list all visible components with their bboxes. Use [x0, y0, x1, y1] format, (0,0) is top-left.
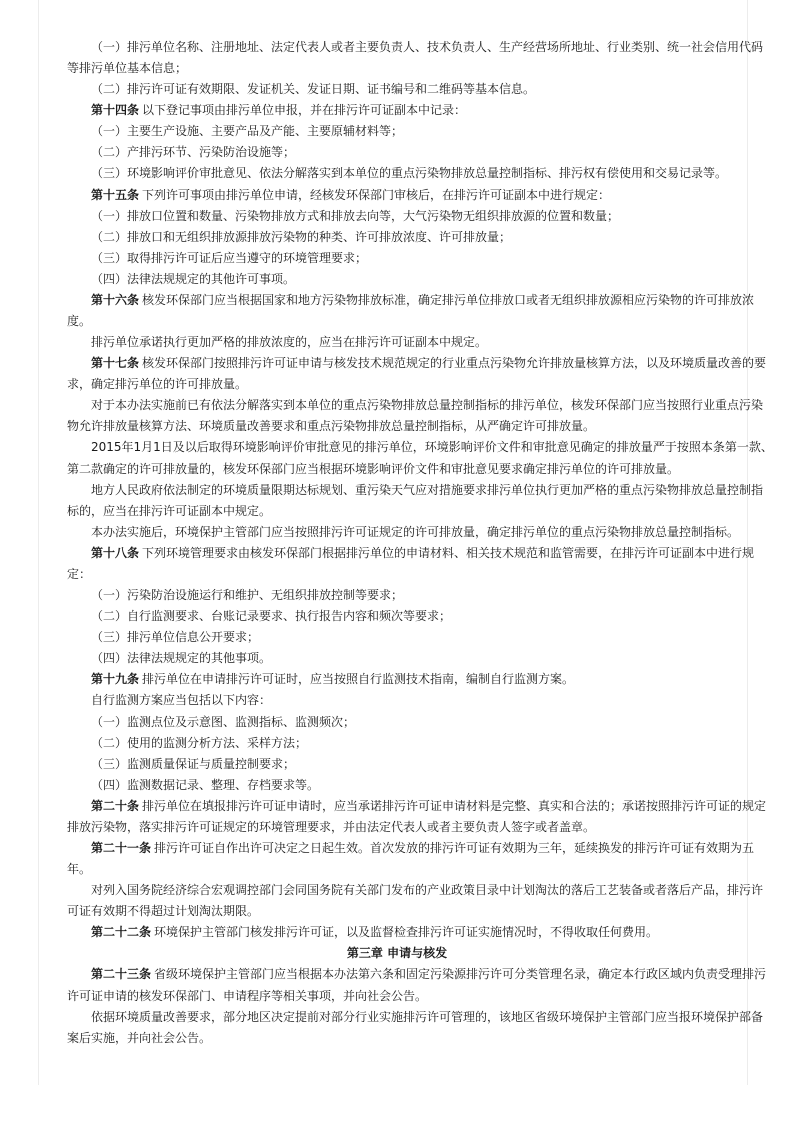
article-number: 第二十一条: [91, 840, 152, 855]
text-line: [67, 712, 727, 733]
line-text: 省级环境保护主管部门应当根据本办法第六条和固定污染源排污许可分类管理名录，确定本行政区域内负责受理排污: [154, 967, 767, 982]
paragraph: [67, 775, 727, 796]
paragraph: [67, 648, 727, 669]
text-line: [67, 859, 727, 880]
text-line: [67, 58, 727, 79]
text-line: [67, 817, 727, 838]
text-line: [67, 733, 727, 754]
text-line: [67, 922, 727, 943]
article-paragraph: [67, 185, 727, 206]
text-line: [67, 986, 727, 1007]
line-text: 排污单位在申请排污许可证时，应当按照自行监测技术指南，编制自行监测方案。: [142, 672, 575, 687]
text-line: [67, 37, 764, 58]
line-text: 下列许可事项由排污单位申请，经核发环保部门审核后，在排污许可证副本中进行规定：: [142, 187, 611, 202]
line-text: 自行监测方案应当包括以下内容：: [91, 693, 272, 708]
paragraph: [67, 606, 727, 627]
paragraph: [67, 227, 727, 248]
text-line: [67, 522, 740, 543]
text-line: [67, 775, 727, 796]
text-line: [67, 901, 727, 922]
text-line: [67, 185, 727, 206]
document-body: [67, 37, 773, 1049]
paragraph: [67, 733, 727, 754]
text-line: [67, 1007, 764, 1028]
line-text: 对列入国务院经济综合宏观调控部门会同国务院有关部门发布的产业政策目录中计划淘汰的落后工艺装备或者落后产品，排污许: [91, 883, 764, 898]
article-number: 第十六条: [91, 292, 140, 307]
paragraph: [67, 437, 773, 479]
text-line: [67, 796, 767, 817]
line-text: 等排污单位基本信息；: [67, 61, 188, 76]
paragraph: [67, 121, 727, 142]
paragraph: [67, 627, 727, 648]
line-text: 可证有效期不得超过计划淘汰期限。: [67, 904, 260, 919]
line-text: （三）环境影响评价审批意见、依法分解落实到本单位的重点污染物排放总量控制指标、排污权有偿使用和交易记录等。: [91, 166, 728, 181]
chapter-heading: 第三章 申请与核发: [346, 946, 448, 961]
article-paragraph: [67, 100, 727, 121]
paragraph: [67, 248, 727, 269]
line-text: 依据环境质量改善要求，部分地区决定提前对部分行业实施排污许可管理的，该地区省级环境保护主管部门应当报环境保护部备: [91, 1009, 764, 1024]
paragraph: [67, 880, 764, 922]
line-text: 排污单位在填报排污许可证申请时，应当承诺排污许可证申请材料是完整、真实和合法的；承诺按照排污许可证的规定: [142, 798, 767, 813]
line-text: 地方人民政府依法制定的环境质量限期达标规划、重污染天气应对措施要求排污单位执行更加严格的重点污染物排放总量控制指: [91, 482, 764, 497]
paragraph: [67, 712, 727, 733]
text-line: [67, 121, 727, 142]
article-paragraph: [67, 669, 727, 690]
text-line: [67, 648, 727, 669]
line-text: （四）监测数据记录、整理、存档要求等。: [91, 777, 320, 792]
line-text: （一）污染防治设施运行和维护、无组织排放控制等要求；: [91, 588, 404, 603]
text-line: [67, 690, 727, 711]
paragraph: [67, 395, 764, 437]
line-text: 度。: [67, 314, 92, 329]
text-line: [67, 395, 764, 416]
line-text: （四）法律法规规定的其他事项。: [91, 651, 272, 666]
text-line: [67, 838, 755, 859]
line-text: 物允许排放量核算方法、环境质量改善要求和重点污染物排放总量控制指标，从严确定许可排放量。: [67, 419, 596, 434]
text-line: [67, 543, 755, 564]
line-text: （二）自行监测要求、台账记录要求、执行报告内容和频次等要求；: [91, 609, 452, 624]
paragraph: [67, 480, 764, 522]
line-text: （四）法律法规规定的其他许可事项。: [91, 271, 296, 286]
text-line: [67, 206, 727, 227]
text-line: [67, 1028, 727, 1049]
article-paragraph: [67, 290, 755, 332]
article-number: 第十七条: [91, 356, 140, 371]
line-text: 许可证申请的核发环保部门、申请程序等相关事项，并向社会公告。: [67, 988, 428, 1003]
line-text: 以下登记事项由排污单位申报，并在排污许可证副本中记录：: [142, 103, 467, 118]
text-line: [67, 332, 727, 353]
line-text: 排污许可证自作出许可决定之日起生效。首次发放的排污许可证有效期为三年，延续换发的排污许可证有效期为五: [154, 840, 755, 855]
line-text: 2015年1月1日及以后取得环境影响评价审批意见的排污单位，环境影响评价文件和审批意见确定的排放量严于按照本条第一款、: [91, 440, 773, 455]
article-number: 第十四条: [91, 103, 140, 118]
article-number: 第二十二条: [91, 925, 152, 940]
text-line: [67, 964, 767, 985]
text-line: [67, 269, 727, 290]
article-paragraph: [67, 353, 767, 395]
line-text: 求，确定排污单位的许可排放量。: [67, 377, 248, 392]
line-text: （一）排污单位名称、注册地址、法定代表人或者主要负责人、技术负责人、生产经营场所地址、行业类别、统一社会信用代码: [91, 40, 764, 54]
text-line: [67, 248, 727, 269]
line-text: （二）产排污环节、污染防治设施等；: [91, 145, 296, 160]
document-page: [38, 0, 773, 1085]
line-text: （一）主要生产设施、主要产品及产能、主要原辅材料等；: [91, 124, 404, 139]
text-line: [67, 374, 727, 395]
text-line: [67, 669, 727, 690]
line-text: （二）排放口和无组织排放源排放污染物的种类、许可排放浓度、许可排放量；: [91, 229, 512, 244]
text-line: [67, 416, 727, 437]
text-line: [67, 754, 727, 775]
text-line: [67, 353, 767, 374]
text-line: [67, 880, 764, 901]
paragraph: [67, 269, 727, 290]
article-number: 第十五条: [91, 187, 140, 202]
text-line: [67, 564, 727, 585]
article-paragraph: [67, 922, 727, 943]
line-text: 案后实施，并向社会公告。: [67, 1030, 212, 1045]
text-line: [67, 227, 727, 248]
line-text: 对于本办法实施前已有依法分解落实到本单位的重点污染物排放总量控制指标的排污单位，核发环保部门应当按照行业重点污染: [91, 398, 764, 413]
text-line: [67, 627, 727, 648]
line-text: 本办法实施后，环境保护主管部门应当按照排污许可证规定的许可排放量，确定排污单位的重点污染物排放总量控制指标。: [91, 524, 740, 539]
article-paragraph: [67, 543, 755, 585]
line-text: 下列环境管理要求由核发环保部门根据排污单位的申请材料、相关技术规范和监管需要，在排污许可证副本中进行规: [142, 545, 755, 560]
article-paragraph: [67, 838, 755, 880]
paragraph: [67, 690, 727, 711]
line-text: 第二款确定的许可排放量的，核发环保部门应当根据环境影响评价文件和审批意见要求确定排污单位的许可排放量。: [67, 461, 680, 476]
line-text: （二）排污许可证有效期限、发证机关、发证日期、证书编号和二维码等基本信息。: [91, 82, 536, 97]
line-text: 核发环保部门应当根据国家和地方污染物排放标准，确定排污单位排放口或者无组织排放源相应污染物的许可排放浓: [142, 292, 755, 307]
line-text: （一）排放口位置和数量、污染物排放方式和排放去向等，大气污染物无组织排放源的位置和数量；: [91, 208, 620, 223]
article-paragraph: [67, 796, 767, 838]
article-paragraph: [67, 964, 767, 1006]
text-line: [67, 606, 727, 627]
paragraph: [67, 37, 764, 79]
text-line: [67, 79, 727, 100]
line-text: （一）监测点位及示意图、监测指标、监测频次；: [91, 714, 356, 729]
line-text: 核发环保部门按照排污许可证申请与核发技术规范规定的行业重点污染物允许排放量核算方法，以及环境质量改善的要: [142, 356, 767, 371]
article-number: 第十九条: [91, 672, 140, 687]
line-text: （二）使用的监测分析方法、采样方法；: [91, 735, 308, 750]
text-line: [67, 142, 727, 163]
paragraph: [67, 206, 727, 227]
paragraph: [67, 754, 727, 775]
line-text: （三）监测质量保证与质量控制要求；: [91, 756, 296, 771]
paragraph: [67, 79, 727, 100]
line-text: 定：: [67, 566, 92, 581]
article-number: 第十八条: [91, 545, 140, 560]
text-line: [67, 437, 773, 458]
text-line: [67, 459, 727, 480]
text-line: [67, 290, 755, 311]
line-text: 环境保护主管部门核发排污许可证，以及监督检查排污许可证实施情况时，不得收取任何费用。: [154, 925, 659, 940]
line-text: （三）排污单位信息公开要求；: [91, 630, 260, 645]
text-line: [67, 163, 727, 184]
text-line: [67, 100, 727, 121]
paragraph: [67, 163, 727, 184]
line-text: 年。: [67, 862, 92, 877]
paragraph: [67, 332, 727, 353]
paragraph: [67, 522, 740, 543]
article-number: 第二十三条: [91, 967, 152, 982]
paragraph: [67, 1007, 764, 1049]
line-text: （三）取得排污许可证后应当遵守的环境管理要求；: [91, 250, 368, 265]
line-text: 标的，应当在排污许可证副本中规定。: [67, 503, 272, 518]
article-number: 第二十条: [91, 798, 140, 813]
line-text: 排污单位承诺执行更加严格的排放浓度的，应当在排污许可证副本中规定。: [91, 335, 488, 350]
text-line: [67, 480, 764, 501]
paragraph: [67, 585, 727, 606]
paragraph: [67, 142, 727, 163]
line-text: 排放污染物，落实排污许可证规定的环境管理要求，并由法定代表人或者主要负责人签字或者盖章。: [67, 819, 596, 834]
text-line: [67, 585, 727, 606]
text-line: [67, 501, 727, 522]
text-line: [67, 311, 727, 332]
